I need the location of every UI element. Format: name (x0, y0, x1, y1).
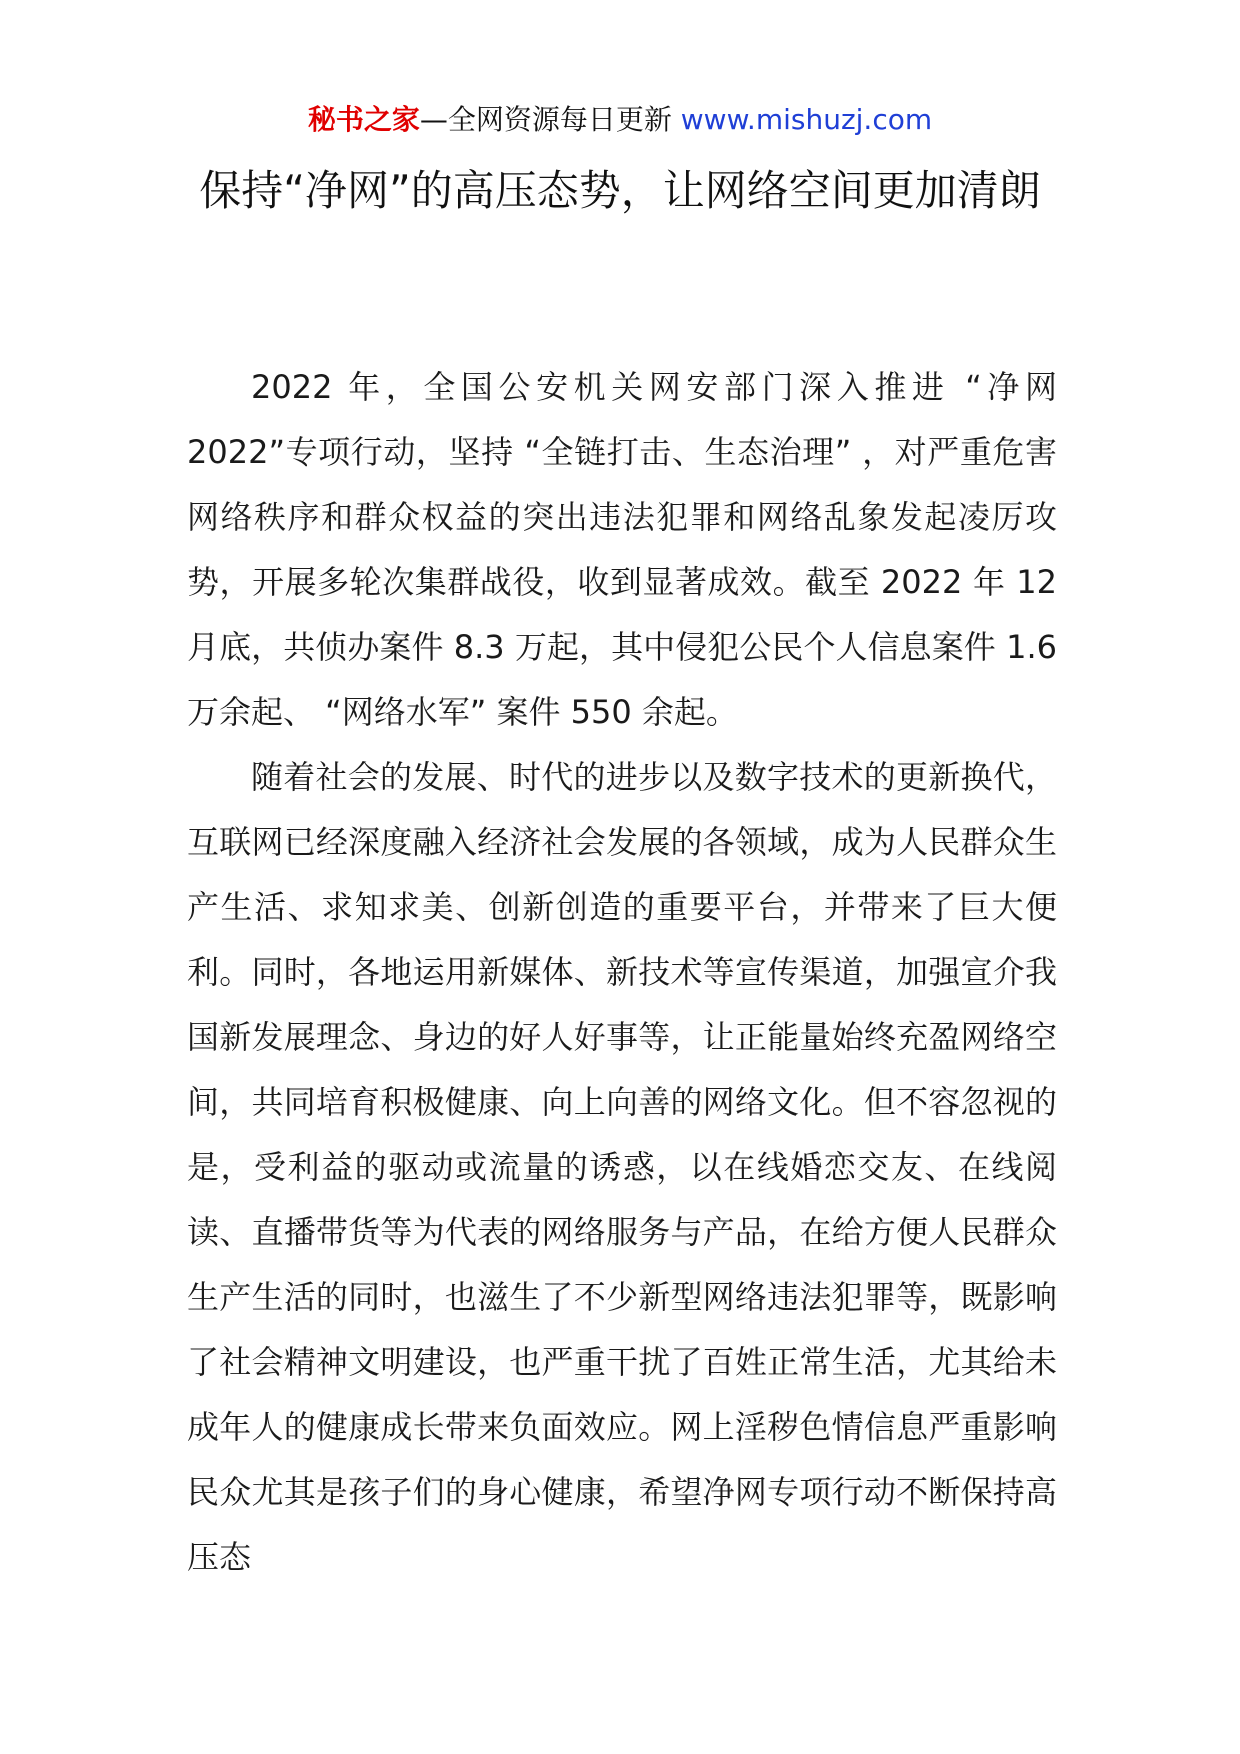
site-brand: 秘书之家 (307, 103, 420, 136)
site-tagline: —全网资源每日更新 (419, 103, 681, 136)
paragraph-1: 2022 年，全国公安机关网安部门深入推进 “净网 2022”专项行动，坚持 “全链打击、生态治理” ，对严重危害网络秩序和群众权益的突出违法犯罪和网络乱象发起凌厉攻势，开展多轮次集群战役，收到显著成效。截至 2022 年 12 月底，共侦办案件 8.3 万起，其中侵犯公民个人信息案件 1.6 万余起、 “网络水军” 案件 550 余起。 (187, 368, 1057, 731)
article-title: 保持“净网”的高压态势，让网络空间更加清朗 (199, 166, 1041, 215)
site-url-link[interactable]: www.mishuzj.com (680, 103, 933, 136)
paragraph-2: 随着社会的发展、时代的进步以及数字技术的更新换代，互联网已经深度融入经济社会发展的各领域，成为人民群众生产生活、求知求美、创新创造的重要平台，并带来了巨大便利。同时，各地运用新媒体、新技术等宣传渠道，加强宣介我国新发展理念、身边的好人好事等，让正能量始终充盈网络空间，共同培育积极健康、向上向善的网络文化。但不容忽视的是，受利益的驱动或流量的诱惑，以在线婚恋交友、在线阅读、直播带货等为代表的网络服务与产品，在给方便人民群众生产生活的同时，也滋生了不少新型网络违法犯罪等，既影响了社会精神文明建设，也严重干扰了百姓正常生活，尤其给未成年人的健康成长带来负面效应。网上淫秽色情信息严重影响民众尤其是孩子们的身心健康，希望净网专项行动不断保持高压态 (187, 758, 1057, 1576)
article-body (187, 355, 1057, 1590)
site-header (0, 100, 1240, 140)
